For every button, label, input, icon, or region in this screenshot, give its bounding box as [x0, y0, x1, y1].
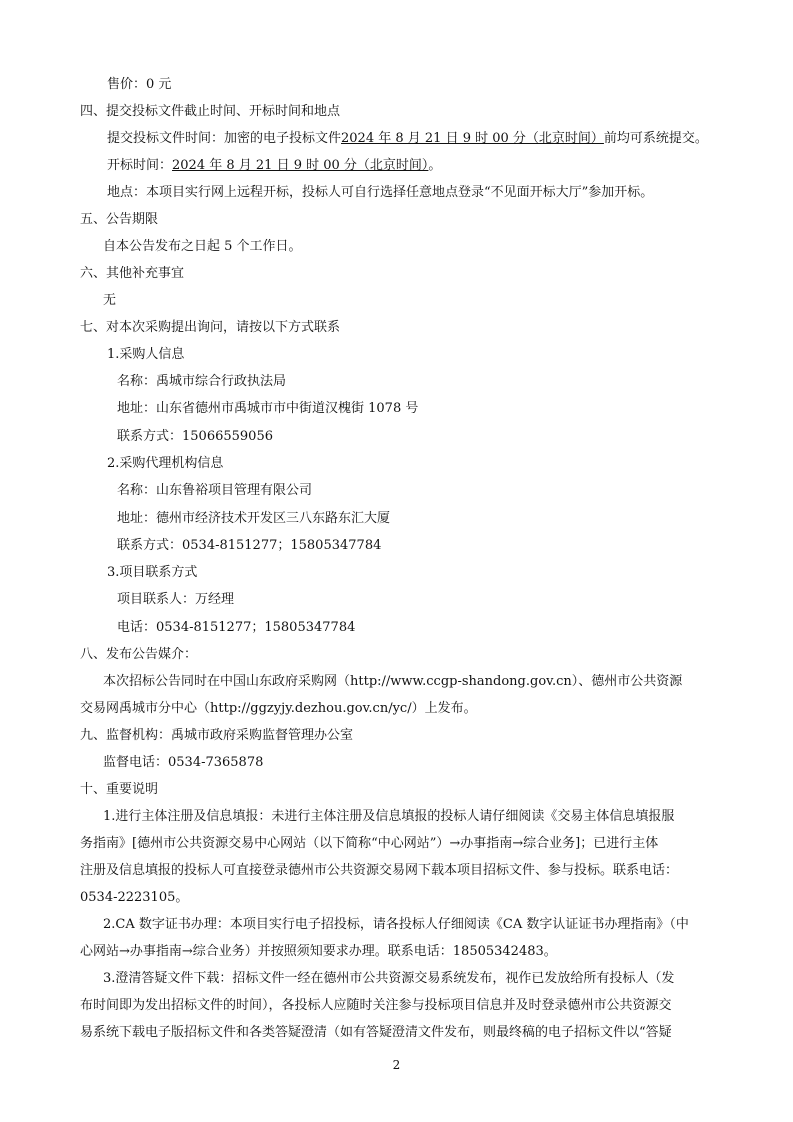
media-line-2: 交易网禹城市分中心（http://ggzyjy.dezhou.gov.cn/yc/）上发布。	[80, 701, 477, 716]
agency-contact: 联系方式：0534-8151277；15805347784	[117, 538, 382, 553]
project-contact-phone: 电话：0534-8151277；15805347784	[117, 620, 356, 635]
section-7-heading: 七、对本次采购提出询问，请按以下方式联系	[80, 320, 341, 335]
purchaser-name: 名称：禹城市综合行政执法局	[117, 374, 287, 389]
supervision-phone: 监督电话：0534-7365878	[103, 755, 264, 770]
note-2-line-2: 心网站→办事指南→综合业务）并按照须知要求办理。联系电话：18505342483。	[80, 944, 557, 959]
purchaser-contact: 联系方式：15066559056	[117, 429, 273, 444]
note-2-line-1: 2.CA 数字证书办理：本项目实行电子招投标，请各投标人仔细阅读《CA 数字认证证书办理指南》（中	[103, 917, 689, 932]
opening-time-tail: 。	[428, 158, 442, 173]
project-contact-heading: 3.项目联系方式	[107, 565, 198, 580]
note-1-line-2: 务指南》[德州市公共资源交易中心网站（以下简称“中心网站”）→办事指南→综合业务]；已进行主体	[80, 836, 659, 851]
agency-heading: 2.采购代理机构信息	[107, 456, 224, 471]
note-3-line-3: 易系统下载电子版招标文件和各类答疑澄清（如有答疑澄清文件发布，则最终稿的电子招标文件以“答疑	[80, 1025, 672, 1040]
project-contact-person: 项目联系人：万经理	[117, 592, 235, 607]
submit-time-line	[107, 130, 708, 148]
note-3-line-1: 3.澄清答疑文件下载：招标文件一经在德州市公共资源交易系统发布，视作已发放给所有投标人（发	[103, 971, 675, 986]
supplement-body: 无	[103, 293, 117, 308]
note-1-line-4: 0534-2223105。	[80, 890, 189, 905]
section-6-heading: 六、其他补充事宜	[80, 266, 185, 281]
note-3-line-2: 布时间即为发出招标文件的时间），各投标人应随时关注参与投标项目信息并及时登录德州市公共资源交	[80, 998, 672, 1013]
agency-address: 地址：德州市经济技术开发区三八东路东汇大厦	[117, 511, 391, 526]
section-4-heading: 四、提交投标文件截止时间、开标时间和地点	[80, 104, 341, 119]
note-1-line-1: 1.进行主体注册及信息填报：未进行主体注册及信息填报的投标人请仔细阅读《交易主体信息填报服	[103, 809, 675, 824]
page-number: 2	[392, 1058, 401, 1072]
opening-place-line: 地点：本项目实行网上远程开标，投标人可自行选择任意地点登录“不见面开标大厅”参加开标。	[107, 185, 654, 200]
agency-name: 名称：山东鲁裕项目管理有限公司	[117, 483, 313, 498]
section-10-heading: 十、重要说明	[80, 782, 159, 797]
opening-time-line	[107, 157, 441, 175]
purchaser-heading: 1.采购人信息	[107, 347, 185, 362]
price-line: 售价：0 元	[107, 77, 172, 92]
opening-time-value: 2024 年 8 月 21 日 9 时 00 分（北京时间）	[172, 158, 429, 173]
section-9-heading: 九、监督机构：禹城市政府采购监督管理办公室	[80, 728, 354, 743]
notice-period: 自本公告发布之日起 5 个工作日。	[103, 239, 302, 254]
submit-deadline: 2024 年 8 月 21 日 9 时 00 分（北京时间）	[341, 131, 604, 146]
submit-time-tail: 前均可系统提交。	[603, 131, 708, 146]
opening-time-label: 开标时间：	[107, 158, 173, 173]
purchaser-address: 地址：山东省德州市禹城市市中街道汉槐街 1078 号	[117, 401, 419, 416]
note-1-line-3: 注册及信息填报的投标人可直接登录德州市公共资源交易网下载本项目招标文件、参与投标。联系电话：	[80, 863, 679, 878]
media-line-1: 本次招标公告同时在中国山东政府采购网（http://www.ccgp-shandong.gov.cn）、德州市公共资源	[103, 674, 683, 689]
submit-time-label: 提交投标文件时间：加密的电子投标文件	[107, 131, 342, 146]
section-5-heading: 五、公告期限	[80, 212, 159, 227]
section-8-heading: 八、发布公告媒介：	[80, 647, 198, 662]
